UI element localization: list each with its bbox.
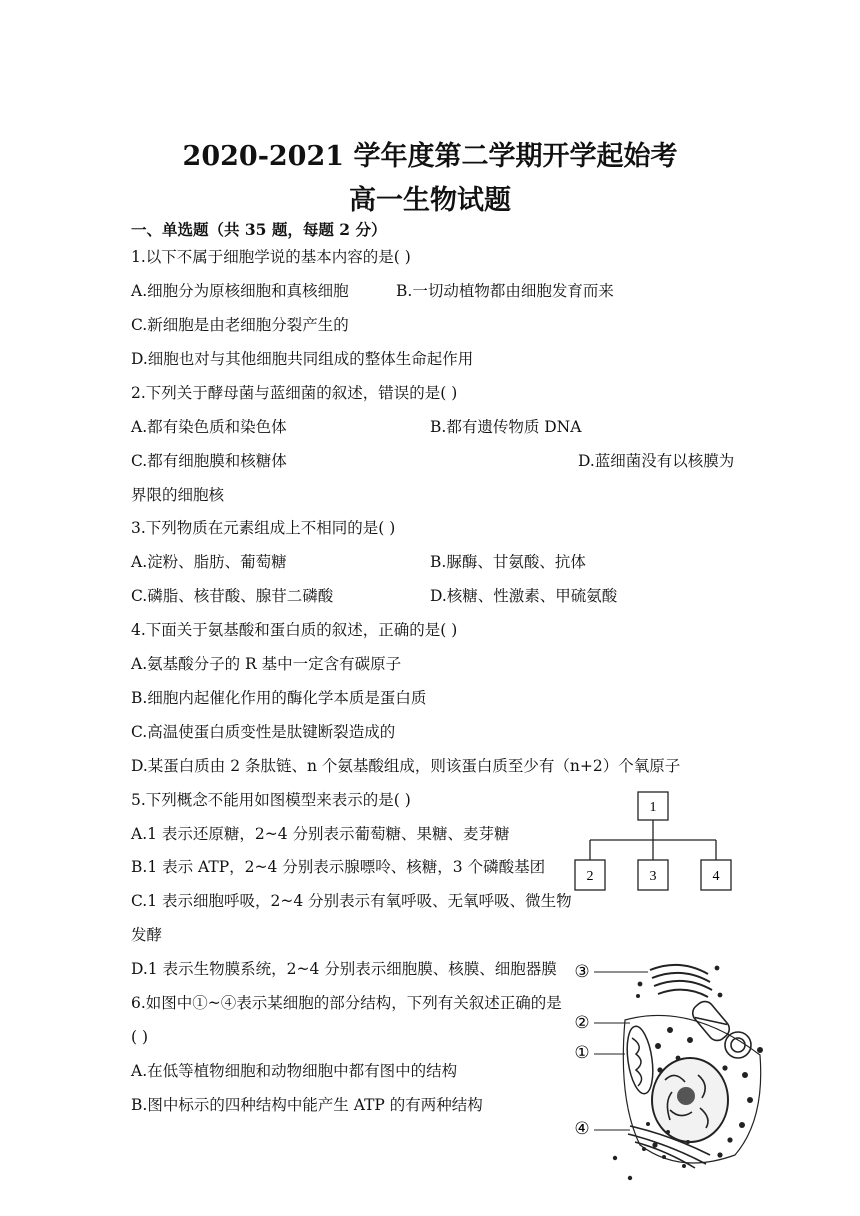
exam-title: 2020-2021 学年度第二学期开学起始考 xyxy=(182,141,678,172)
question-2-option-b: B.都有遗传物质 DNA xyxy=(430,418,582,436)
question-4-option-c: C.高温使蛋白质变性是肽键断裂造成的 xyxy=(131,723,396,741)
question-6-stem: 6.如图中①~④表示某细胞的部分结构，下列有关叙述正确的是 xyxy=(131,994,562,1012)
question-5-option-a: A.1 表示还原糖，2~4 分别表示葡萄糖、果糖、麦芽糖 xyxy=(131,825,510,843)
question-5-stem: 5.下列概念不能用如图模型来表示的是( ) xyxy=(131,791,411,809)
question-6-option-a: A.在低等植物细胞和动物细胞中都有图中的结构 xyxy=(131,1062,458,1080)
question-2-option-d-continued: 界限的细胞核 xyxy=(131,486,225,504)
cell-structure-diagram xyxy=(560,950,770,1185)
section-heading: 一、单选题（共 35 题，每题 2 分） xyxy=(131,220,387,239)
concept-tree-diagram xyxy=(570,786,740,896)
question-1-option-c: C.新细胞是由老细胞分裂产生的 xyxy=(131,316,349,334)
question-3-option-d: D.核糖、性激素、甲硫氨酸 xyxy=(430,587,618,605)
question-5-option-c: C.1 表示细胞呼吸，2~4 分别表示有氧呼吸、无氧呼吸、微生物 xyxy=(131,892,572,910)
question-4-option-b: B.细胞内起催化作用的酶化学本质是蛋白质 xyxy=(131,689,427,707)
label-2: ② xyxy=(574,1013,590,1033)
question-4-option-d: D.某蛋白质由 2 条肽链、n 个氨基酸组成，则该蛋白质至少有（n+2）个氧原子 xyxy=(131,757,681,775)
question-5-option-d: D.1 表示生物膜系统，2~4 分别表示细胞膜、核膜、细胞器膜 xyxy=(131,960,557,978)
label-4: ④ xyxy=(574,1119,590,1139)
question-4-stem: 4.下面关于氨基酸和蛋白质的叙述，正确的是( ) xyxy=(131,621,458,639)
question-2-option-d: D.蓝细菌没有以核膜为 xyxy=(578,452,735,470)
tree-label-4: 4 xyxy=(712,869,720,884)
question-6-option-b: B.图中标示的四种结构中能产生 ATP 的有两种结构 xyxy=(131,1096,483,1114)
question-3-option-a: A.淀粉、脂肪、葡萄糖 xyxy=(131,553,287,571)
question-5-option-b: B.1 表示 ATP，2~4 分别表示腺嘌呤、核糖，3 个磷酸基团 xyxy=(131,858,546,876)
question-4-option-a: A.氨基酸分子的 R 基中一定含有碳原子 xyxy=(131,655,402,673)
question-3-stem: 3.下列物质在元素组成上不相同的是( ) xyxy=(131,519,396,537)
question-1-option-b: B.一切动植物都由细胞发育而来 xyxy=(396,282,614,300)
question-2-option-a: A.都有染色质和染色体 xyxy=(131,418,287,436)
question-6-stem-continued: ( ) xyxy=(131,1028,149,1046)
nucleus-icon xyxy=(652,1058,728,1142)
question-1-stem: 1.以下不属于细胞学说的基本内容的是( ) xyxy=(131,248,411,266)
question-1-option-a: A.细胞分为原核细胞和真核细胞 xyxy=(131,282,349,300)
tree-label-2: 2 xyxy=(586,869,594,884)
centriole-icon xyxy=(689,998,751,1058)
exam-subtitle: 高一生物试题 xyxy=(349,185,511,216)
tree-label-3: 3 xyxy=(649,869,657,884)
golgi-apparatus-icon xyxy=(650,965,712,997)
question-5-option-c-continued: 发酵 xyxy=(131,926,163,944)
question-3-option-c: C.磷脂、核苷酸、腺苷二磷酸 xyxy=(131,587,334,605)
question-2-option-c: C.都有细胞膜和核糖体 xyxy=(131,452,287,470)
question-2-stem: 2.下列关于酵母菌与蓝细菌的叙述，错误的是( ) xyxy=(131,384,458,402)
question-1-option-d: D.细胞也对与其他细胞共同组成的整体生命起作用 xyxy=(131,350,474,368)
label-3: ③ xyxy=(574,962,590,982)
question-3-option-b: B.脲酶、甘氨酸、抗体 xyxy=(430,553,586,571)
mitochondrion-icon xyxy=(623,1025,656,1096)
tree-label-root: 1 xyxy=(649,800,657,815)
label-1: ① xyxy=(574,1043,590,1063)
